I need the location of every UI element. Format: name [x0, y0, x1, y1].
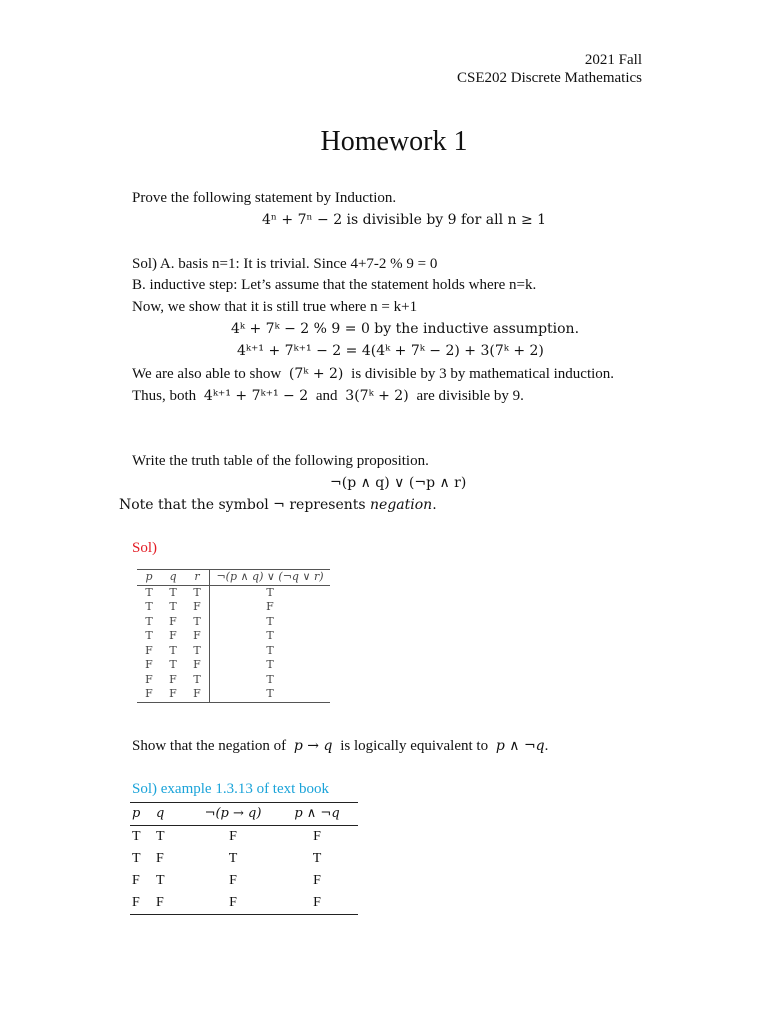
table-row	[137, 687, 330, 702]
table-cell: F	[313, 895, 321, 910]
table-cell: F	[313, 829, 321, 844]
problem1-thus-suffix: are divisible by 9.	[416, 388, 524, 404]
table-cell: T	[266, 614, 274, 628]
table-cell: T	[312, 851, 322, 866]
problem1-sol-inductive: B. inductive step: Let’s assume that the statement holds where n=k.	[132, 277, 537, 293]
table-cell: F	[185, 629, 210, 644]
table-cell: F	[145, 687, 153, 700]
table-cell: F	[169, 672, 177, 686]
table-cell: T	[132, 829, 141, 844]
problem3-prompt-end: .	[544, 738, 549, 754]
problem3-prompt-mid: is logically equivalent to	[340, 738, 489, 754]
table-row	[137, 585, 330, 600]
table-cell: F	[266, 600, 274, 613]
table-cell: F	[313, 873, 321, 888]
table-cell: F	[185, 687, 210, 702]
column-header: r	[185, 570, 210, 586]
column-header: ¬(p ∧ q) ∨ (¬q ∨ r)	[216, 570, 324, 583]
column-header: q	[169, 570, 177, 583]
table-cell: T	[145, 600, 153, 613]
problem3-expr-conjunction: p ∧ ¬q	[495, 738, 545, 754]
table-cell: F	[145, 672, 153, 686]
table-cell: F	[132, 873, 140, 888]
problem1-also-expr: (7ᵏ + 2)	[288, 366, 344, 382]
problem2-prompt: Write the truth table of the following proposition.	[132, 453, 429, 469]
table-cell: F	[145, 643, 153, 657]
table-header-row	[137, 570, 330, 586]
table-cell: T	[185, 644, 210, 659]
table-cell: T	[132, 851, 141, 866]
problem2-note-end: .	[432, 497, 437, 513]
column-header: q	[156, 806, 165, 821]
table-row	[137, 673, 330, 688]
problem1-sol-now: Now, we show that it is still true where n = k+1	[132, 299, 418, 315]
problem1-also-prefix: We are also able to show	[132, 366, 282, 382]
column-header: p	[145, 570, 153, 583]
table-cell: F	[185, 658, 210, 673]
problem3-truth-table	[130, 802, 358, 915]
table-row	[137, 629, 330, 644]
problem1-thus-expr2: 3(7ᵏ + 2)	[345, 388, 409, 404]
problem2-note-prefix: Note that the symbol ¬ represents	[119, 497, 366, 513]
table-cell: T	[228, 851, 238, 866]
course-label: CSE202 Discrete Mathematics	[457, 70, 642, 86]
table-row	[130, 870, 358, 892]
table-cell: T	[266, 629, 274, 642]
problem2-note-word: negation	[370, 497, 433, 513]
table-cell: F	[169, 629, 177, 642]
problem3-sol-label: Sol) example 1.3.13 of text book	[132, 781, 330, 797]
problem1-eq2: 4ᵏ⁺¹ + 7ᵏ⁺¹ − 2 = 4(4ᵏ + 7ᵏ − 2) + 3(7ᵏ + 2)	[237, 343, 544, 359]
problem1-eq1: 4ᵏ + 7ᵏ − 2 % 9 = 0 by the inductive assumption.	[231, 321, 580, 337]
problem1-thus-expr1: 4ᵏ⁺¹ + 7ᵏ⁺¹ − 2	[203, 388, 309, 404]
problem3-prompt-prefix: Show that the negation of	[132, 738, 287, 754]
table-cell: F	[169, 614, 177, 628]
table-row	[137, 658, 330, 673]
table-row	[137, 600, 330, 615]
table-cell: T	[266, 672, 274, 686]
table-cell: F	[185, 600, 210, 615]
table-cell: T	[169, 643, 177, 657]
term-label: 2021 Fall	[584, 52, 642, 68]
table-cell: F	[156, 895, 164, 910]
problem1-thus-line	[132, 387, 524, 405]
column-header: ¬(p → q)	[204, 806, 262, 821]
table-row	[137, 615, 330, 630]
problem2-proposition: ¬(p ∧ q) ∨ (¬p ∧ r)	[330, 475, 467, 491]
table-cell: T	[266, 585, 274, 599]
table-row	[130, 826, 358, 849]
problem1-sol-basis: Sol) A. basis n=1: It is trivial. Since 4+7-2 % 9 = 0	[132, 256, 438, 272]
table-row	[130, 892, 358, 915]
table-cell: T	[266, 643, 274, 657]
table-row	[130, 848, 358, 870]
problem1-thus-and: and	[315, 388, 338, 404]
problem1-thus-prefix: Thus, both	[132, 388, 197, 404]
problem2-sol-label: Sol)	[132, 540, 158, 556]
problem2-note	[119, 496, 437, 514]
table-cell: T	[169, 600, 177, 613]
table-cell: T	[145, 629, 153, 642]
column-header: p	[132, 806, 141, 821]
table-cell: F	[169, 687, 177, 700]
problem1-prompt: Prove the following statement by Induction.	[132, 190, 397, 206]
problem3-prompt	[132, 737, 548, 755]
table-cell: T	[145, 585, 153, 599]
table-cell: T	[156, 873, 165, 888]
table-row	[137, 644, 330, 659]
problem3-expr-implication: p → q	[293, 738, 333, 754]
table-cell: F	[132, 895, 140, 910]
table-cell: T	[266, 658, 274, 671]
table-cell: T	[266, 687, 274, 700]
table-cell: F	[145, 658, 153, 671]
page-title: Homework 1	[320, 126, 468, 157]
column-header: p ∧ ¬q	[294, 806, 340, 821]
table-cell: T	[185, 615, 210, 630]
problem1-statement: 4ⁿ + 7ⁿ − 2 is divisible by 9 for all n ≥ 1	[262, 212, 547, 228]
table-cell: T	[185, 585, 210, 600]
table-cell: T	[169, 585, 177, 599]
table-cell: F	[156, 851, 164, 866]
table-cell: T	[185, 673, 210, 688]
table-header-row	[130, 803, 358, 826]
table-cell: F	[229, 873, 237, 888]
table-cell: T	[169, 658, 177, 671]
table-cell: T	[145, 614, 153, 628]
table-cell: F	[229, 895, 237, 910]
table-cell: T	[156, 829, 165, 844]
table-cell: F	[229, 829, 237, 844]
problem2-truth-table	[137, 569, 330, 703]
problem1-also-line	[132, 365, 614, 383]
problem1-also-suffix: is divisible by 3 by mathematical induction.	[351, 366, 615, 382]
